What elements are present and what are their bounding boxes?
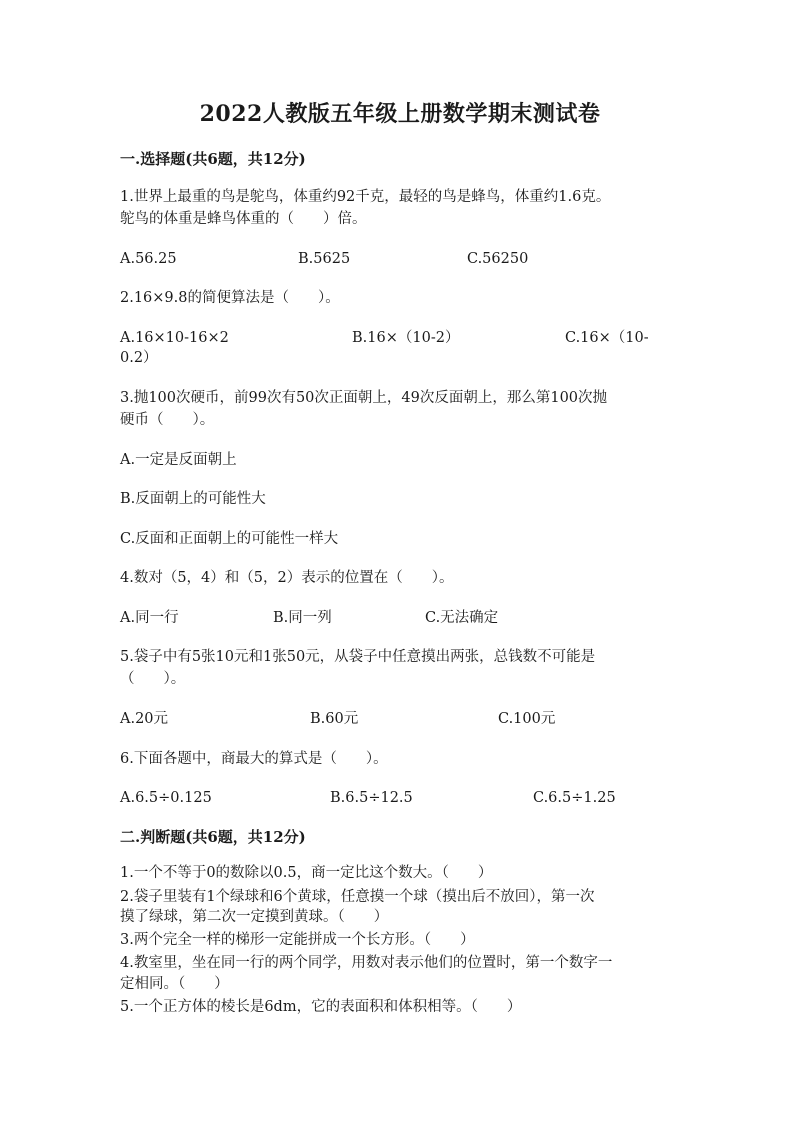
question-5-line-1: 5.袋子中有5张10元和1张50元，从袋子中任意摸出两张，总钱数不可能是 — [120, 649, 596, 665]
question-3-option-b: B.反面朝上的可能性大 — [120, 491, 266, 507]
judgement-line-6: 定相同。（ ） — [120, 976, 229, 992]
question-2-option-c-cont: 0.2） — [120, 350, 158, 366]
judgement-line-1: 1.一个不等于0的数除以0.5，商一定比这个数大。（ ） — [120, 865, 493, 881]
section-heading-choice: 一.选择题(共6题，共12分) — [120, 150, 306, 168]
question-1-option-b: B.5625 — [298, 251, 351, 267]
question-5-option-b: B.60元 — [310, 711, 359, 727]
judgement-line-2: 2.袋子里装有1个绿球和6个黄球，任意摸一个球（摸出后不放回），第一次 — [120, 889, 595, 905]
question-1-line-1: 1.世界上最重的鸟是鸵鸟，体重约92千克，最轻的鸟是蜂鸟，体重约1.6克。 — [120, 189, 611, 205]
question-4-option-c: C.无法确定 — [425, 610, 499, 626]
question-6-option-a: A.6.5÷0.125 — [120, 790, 212, 806]
question-2-option-b: B.16×（10-2） — [352, 330, 460, 346]
question-5-option-c: C.100元 — [498, 711, 556, 727]
question-1-line-2: 鸵鸟的体重是蜂鸟体重的（ ）倍。 — [120, 211, 367, 227]
question-4-option-a: A.同一行 — [120, 610, 179, 626]
page-title: 2022人教版五年级上册数学期末测试卷 — [199, 101, 601, 127]
question-4-option-b: B.同一列 — [273, 610, 332, 626]
question-6-option-c: C.6.5÷1.25 — [533, 790, 616, 806]
question-3-line-1: 3.抛100次硬币，前99次有50次正面朝上，49次反面朝上，那么第100次抛 — [120, 390, 608, 406]
judgement-line-5: 4.教室里，坐在同一行的两个同学，用数对表示他们的位置时，第一个数字一 — [120, 955, 613, 971]
question-3-option-a: A.一定是反面朝上 — [120, 452, 237, 468]
question-1-option-c: C.56250 — [467, 251, 529, 267]
question-2-option-c: C.16×（10- — [565, 330, 649, 346]
section-heading-judgement: 二.判断题(共6题，共12分) — [120, 828, 306, 846]
question-6-line-1: 6.下面各题中，商最大的算式是（ ）。 — [120, 751, 388, 767]
judgement-line-7: 5.一个正方体的棱长是6dm，它的表面积和体积相等。（ ） — [120, 999, 522, 1015]
question-2-option-a: A.16×10-16×2 — [120, 330, 229, 346]
judgement-line-4: 3.两个完全一样的梯形一定能拼成一个长方形。（ ） — [120, 932, 475, 948]
question-5-option-a: A.20元 — [120, 711, 169, 727]
question-3-line-2: 硬币（ ）。 — [120, 412, 215, 428]
judgement-line-3: 摸了绿球，第二次一定摸到黄球。（ ） — [120, 909, 389, 925]
question-5-line-2: （ ）。 — [120, 671, 186, 687]
question-6-option-b: B.6.5÷12.5 — [330, 790, 413, 806]
question-4-line-1: 4.数对（5，4）和（5，2）表示的位置在（ ）。 — [120, 570, 454, 586]
question-1-option-a: A.56.25 — [120, 251, 177, 267]
question-3-option-c: C.反面和正面朝上的可能性一样大 — [120, 531, 339, 547]
question-2-line-1: 2.16×9.8的简便算法是（ ）。 — [120, 290, 340, 306]
